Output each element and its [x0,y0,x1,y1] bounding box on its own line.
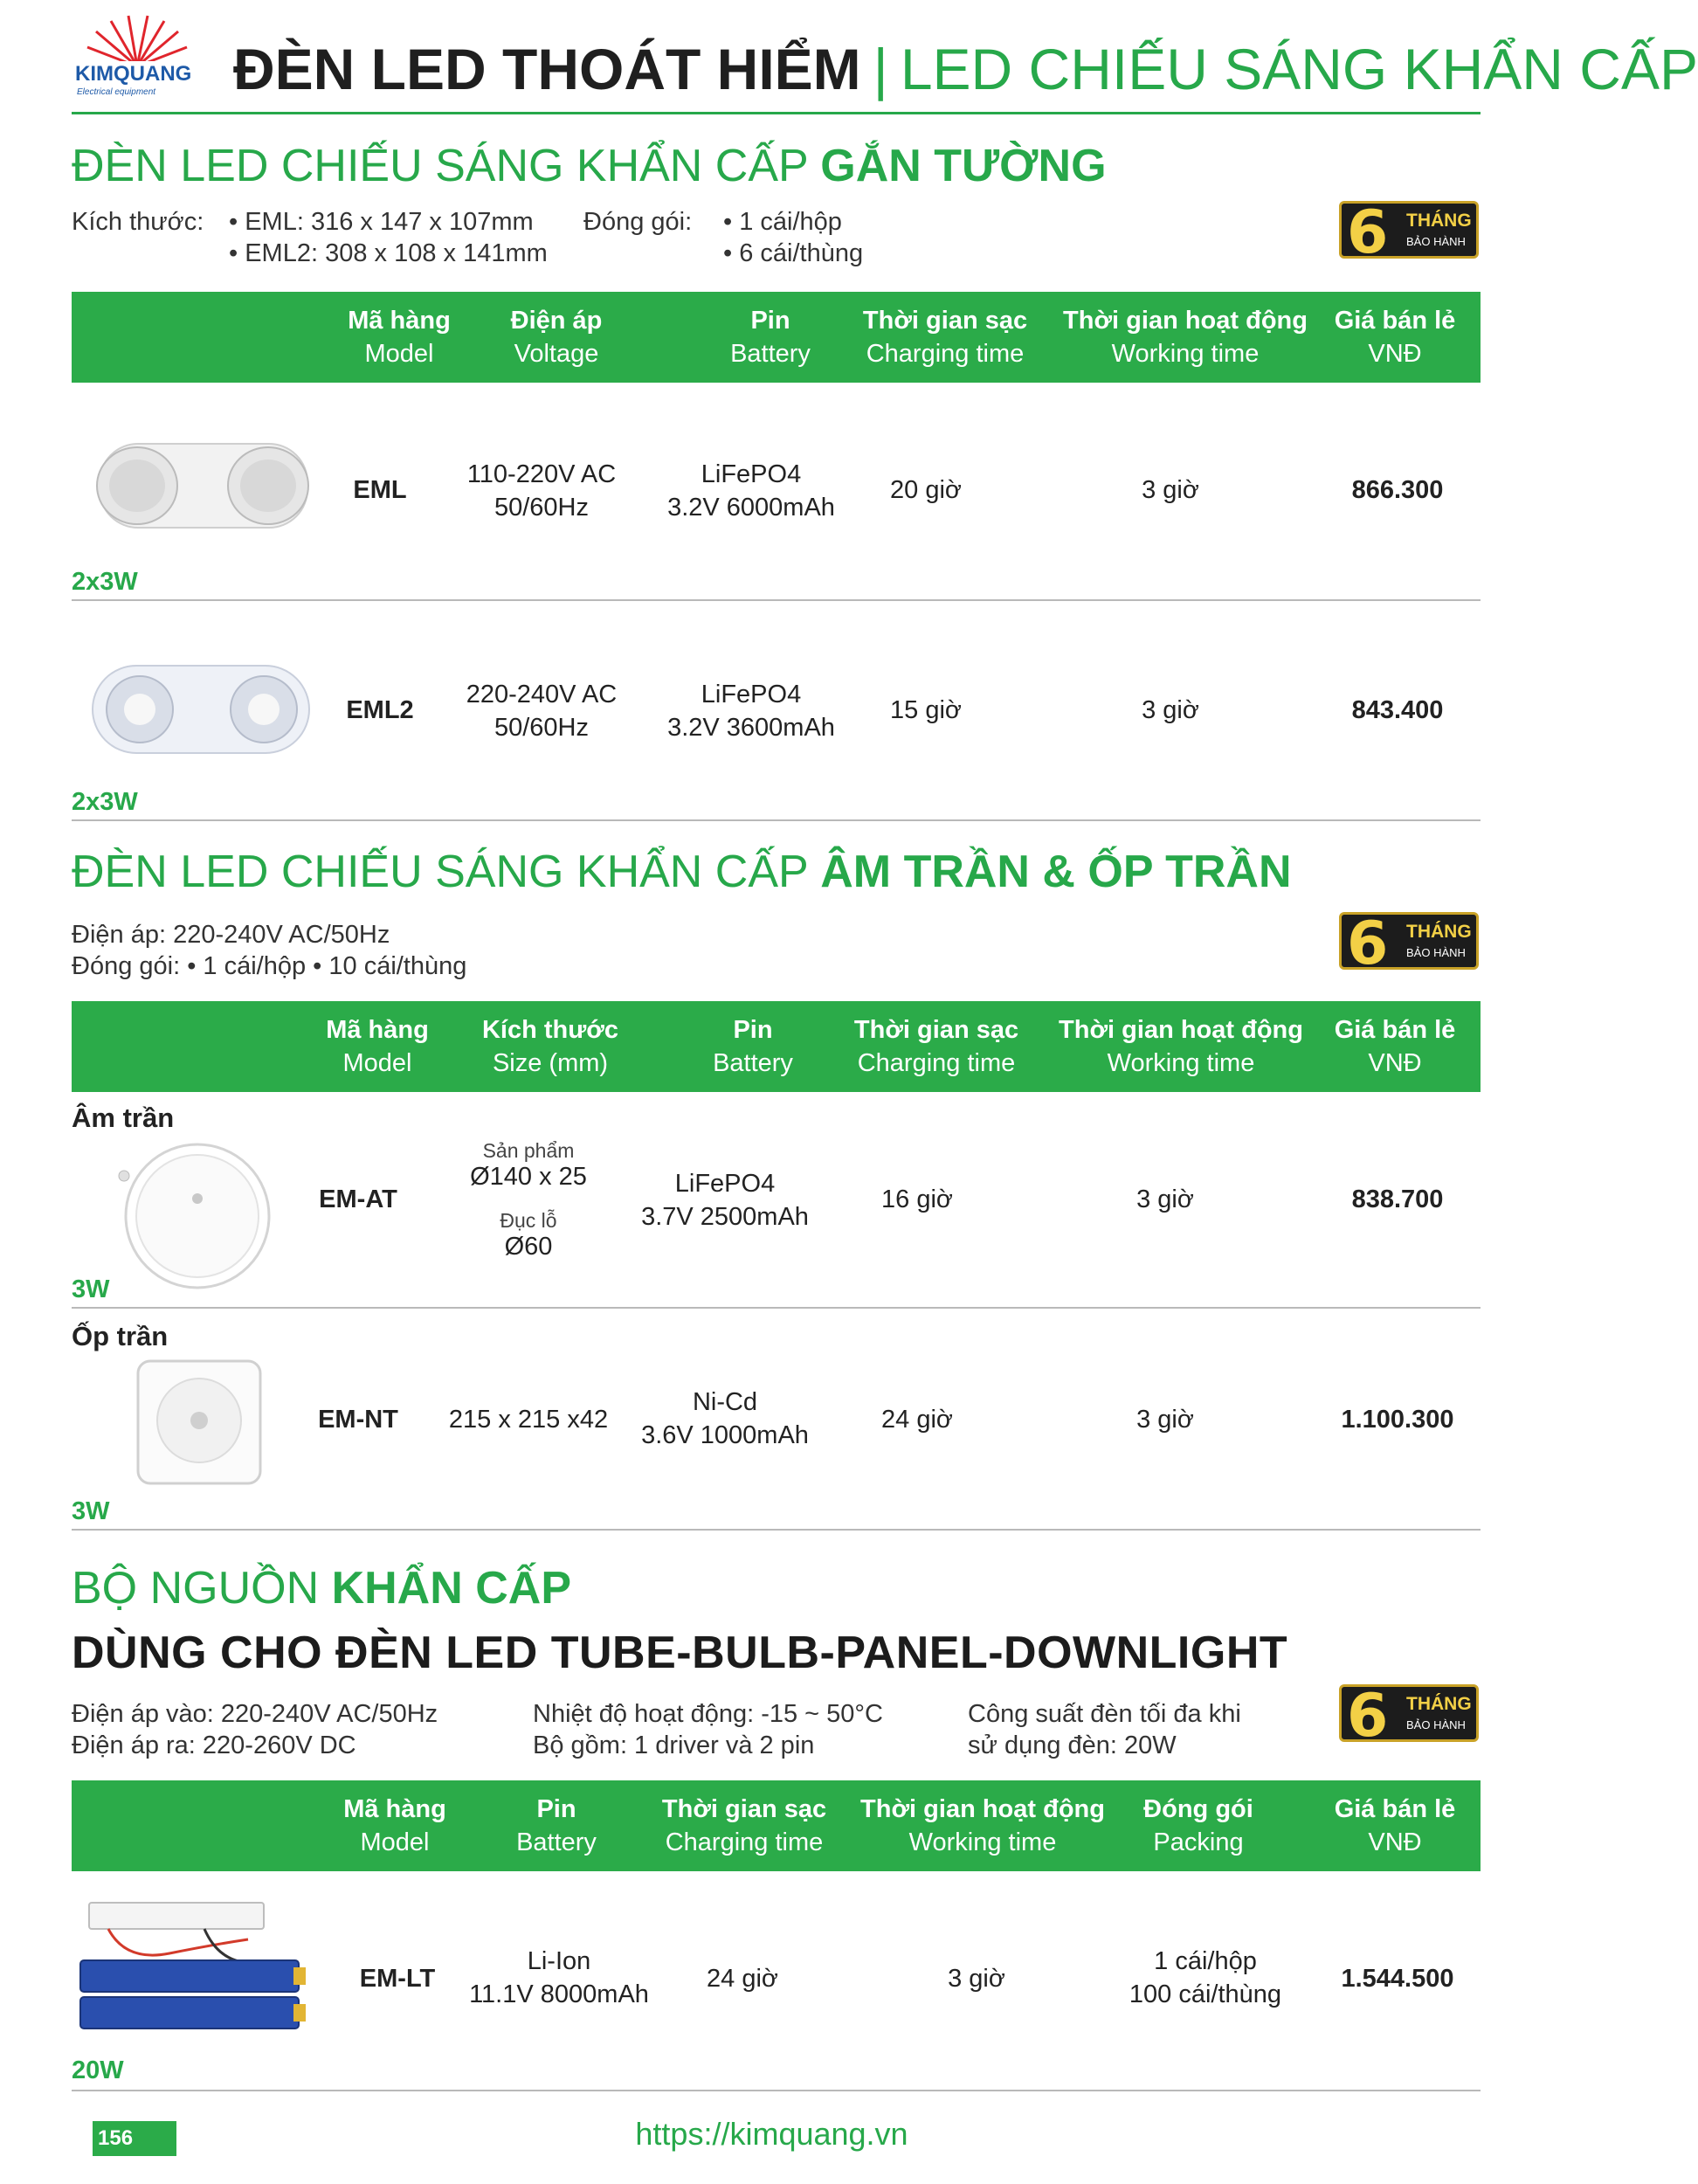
col-price: Giá bán lẻ VNĐ [1334,307,1456,368]
col-charging: Thời gian sạc Charging time [862,307,1028,368]
em-at-battery: LiFePO4 3.7V 2500mAh [641,1170,809,1231]
em-lt-model: EM-LT [359,1965,436,1993]
col-working: Thời gian hoạt động Working time [1063,307,1308,368]
col-charging: Thời gian sạc Charging time [661,1795,827,1856]
eml2-battery: LiFePO4 3.2V 3600mAh [667,681,835,742]
warranty-badge: 6 THÁNG BẢO HÀNH [1339,201,1479,259]
em-nt-charging: 24 giờ [881,1406,953,1434]
col-price: Giá bán lẻ VNĐ [1334,1795,1456,1856]
em-at-model: EM-AT [319,1185,397,1213]
em-lt-working: 3 giờ [948,1965,1005,1993]
section1-table-header [72,292,1481,383]
eml-working: 3 giờ [1142,476,1199,504]
em-lt-packing: 1 cái/hộp 100 cái/thùng [1129,1947,1282,2008]
section2-packing: Đóng gói: • 1 cái/hộp • 10 cái/thùng [72,952,467,980]
section3-table-header [72,1780,1481,1871]
em-at-price: 838.700 [1351,1185,1444,1213]
eml2-charging: 15 giờ [890,696,962,724]
logo-text: KIMQUANG [75,62,192,86]
product-image-em-nt [133,1354,273,1494]
em-lt-power: 20W [72,2056,124,2084]
warranty-badge: 6 THÁNG BẢO HÀNH [1339,912,1479,970]
eml2-working: 3 giờ [1142,696,1199,724]
em-nt-power: 3W [72,1497,110,1525]
section1-size-line1: • EML: 316 x 147 x 107mm [229,208,534,236]
section3-input-voltage: Điện áp vào: 220-240V AC/50Hz [72,1700,438,1728]
section1-pack-label: Đóng gói: [583,208,693,236]
page-title-left: ĐÈN LED THOÁT HIỂM [233,37,861,101]
col-model: Mã hàng Model [326,1016,429,1077]
section3-temperature: Nhiệt độ hoạt động: -15 ~ 50°C [533,1700,883,1728]
section1-pack-line2: • 6 cái/thùng [723,239,864,267]
title-separator: | [873,37,888,101]
em-nt-working: 3 giờ [1136,1406,1194,1434]
row-divider [72,599,1481,601]
page-title-right: LED CHIẾU SÁNG KHẨN CẤP [900,37,1698,101]
row-divider [72,2090,1481,2091]
eml2-voltage: 220-240V AC 50/60Hz [466,681,618,742]
col-voltage: Điện áp Voltage [510,307,603,368]
em-lt-battery: Li-Ion 11.1V 8000mAh [469,1947,649,2008]
col-price: Giá bán lẻ VNĐ [1334,1016,1456,1077]
row-divider [72,819,1481,821]
em-lt-charging: 24 giờ [707,1965,778,1993]
em-at-power: 3W [72,1275,110,1303]
eml-charging: 20 giờ [890,476,962,504]
page-number: 156 [93,2121,176,2156]
col-battery: Pin Battery [730,307,811,368]
section3-title: BỘ NGUỒN KHẨN CẤP [72,1563,572,1614]
eml-power: 2x3W [72,568,138,596]
em-nt-model: EM-NT [318,1406,398,1434]
section3-output-voltage: Điện áp ra: 220-260V DC [72,1731,356,1759]
eml2-power: 2x3W [72,788,138,816]
col-model: Mã hàng Model [343,1795,446,1856]
em-at-size-hole: Ø60 [504,1233,553,1261]
em-at-size-product-label: Sản phẩm [482,1139,575,1162]
eml-model: EML [353,476,407,504]
header-divider [72,112,1481,114]
section2-table-header [72,1001,1481,1092]
em-at-size-hole-label: Đục lỗ [500,1209,557,1232]
em-nt-battery: Ni-Cd 3.6V 1000mAh [641,1388,809,1449]
section3-max-power-1: Công suất đèn tối đa khi [968,1700,1241,1728]
em-nt-label: Ốp trần [72,1321,169,1351]
em-at-charging: 16 giờ [881,1185,953,1213]
col-battery: Pin Battery [713,1016,793,1077]
eml2-price: 843.400 [1351,696,1444,724]
eml-voltage: 110-220V AC 50/60Hz [466,460,617,522]
section3-set: Bộ gồm: 1 driver và 2 pin [533,1731,815,1759]
section2-title: ĐÈN LED CHIẾU SÁNG KHẨN CẤP ÂM TRẦN & ỐP TRẦN [72,847,1292,897]
col-size: Kích thước Size (mm) [481,1016,619,1077]
em-lt-price: 1.544.500 [1341,1965,1454,1993]
col-working: Thời gian hoạt động Working time [1059,1016,1303,1077]
warranty-badge: 6 THÁNG BẢO HÀNH [1339,1684,1479,1742]
col-packing: Đóng gói Packing [1143,1795,1253,1856]
product-image-eml2 [80,648,321,771]
page-title [72,33,1698,105]
col-charging: Thời gian sạc Charging time [853,1016,1019,1077]
section2-voltage: Điện áp: 220-240V AC/50Hz [72,921,390,949]
em-at-working: 3 giờ [1136,1185,1194,1213]
row-divider [72,1307,1481,1309]
row-divider [72,1529,1481,1531]
product-image-eml [80,423,321,545]
eml2-model: EML2 [346,696,414,724]
website-link[interactable]: https://kimquang.vn [635,2116,908,2152]
eml-battery: LiFePO4 3.2V 6000mAh [667,460,835,522]
section3-subtitle: DÙNG CHO ĐÈN LED TUBE-BULB-PANEL-DOWNLIGHT [72,1628,1288,1678]
em-nt-size: 215 x 215 x42 [448,1406,609,1434]
section1-title: ĐÈN LED CHIẾU SÁNG KHẨN CẤP GẮN TƯỜNG [72,141,1107,191]
em-nt-price: 1.100.300 [1341,1406,1454,1434]
section1-pack-line1: • 1 cái/hộp [723,208,842,236]
eml-price: 866.300 [1351,476,1444,504]
section1-size-line2: • EML2: 308 x 108 x 141mm [229,239,548,267]
kimquang-logo [72,12,203,100]
col-battery: Pin Battery [516,1795,597,1856]
product-image-em-at [107,1136,281,1293]
em-at-label: Âm trần [72,1102,175,1133]
product-image-em-lt [73,1901,322,2041]
logo-subtext: Electrical equipment [77,87,156,97]
col-model: Mã hàng Model [348,307,451,368]
col-working: Thời gian hoạt động Working time [860,1795,1105,1856]
em-at-size-product: Ø140 x 25 [470,1163,587,1191]
section3-max-power-2: sử dụng đèn: 20W [968,1731,1177,1759]
section1-size-label: Kích thước: [72,208,204,236]
